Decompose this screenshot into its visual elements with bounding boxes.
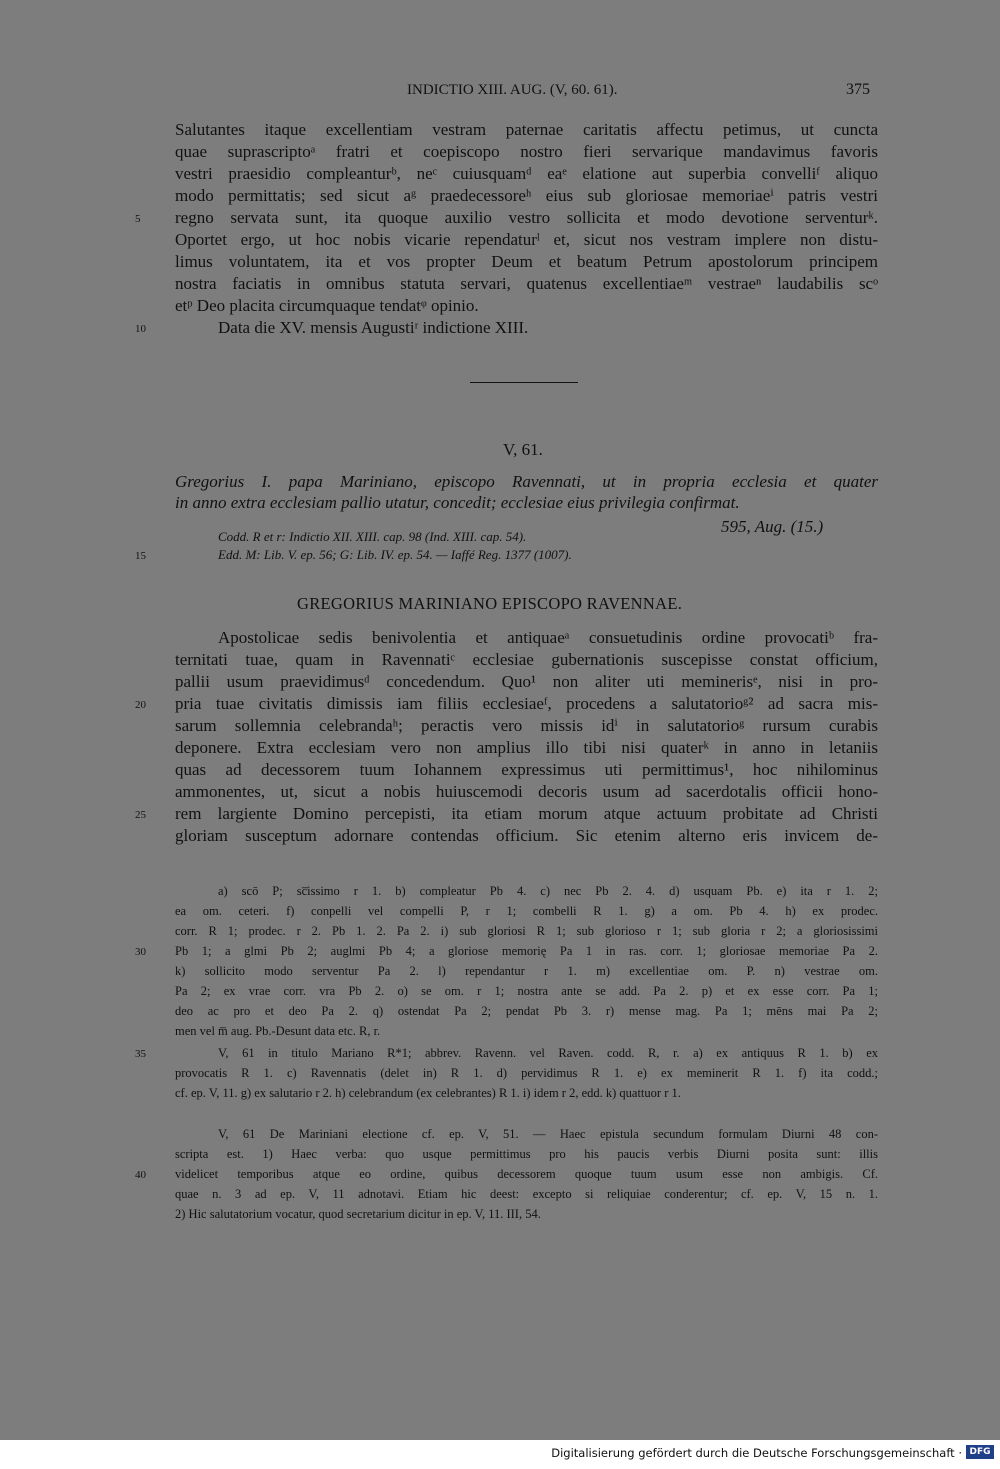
note-line: videlicet temporibus atque eo ordine, quibus decessorem quoque tuum usum esse non ambigis. Cf. <box>175 1167 878 1181</box>
apparatus-line: k) sollicito modo serventur Pa 2. l) rependantur r 1. m) excellentiae om. P. n) vestrae om. <box>175 964 878 978</box>
running-title: INDICTIO XIII. AUG. (V, 60. 61). <box>407 82 618 98</box>
dating-line: Data die XV. mensis Augustiʳ indictione XIII. <box>218 318 529 337</box>
text-line: pallii usum praevidimusᵈ concedendum. Quo¹ non aliter uti meminerisᵉ, nisi in pro- <box>175 672 878 691</box>
text-line: nostra faciatis in omnibus statuta servari, quatenus excellentiaeᵐ vestraeⁿ laudabilis scᵒ <box>175 274 878 293</box>
text-line: ternitati tuae, quam in Ravennatiᶜ ecclesiae gubernationis suscepisse constat officium, <box>175 650 878 669</box>
funding-credit: Digitalisierung gefördert durch die Deutsche Forschungsgemeinschaft · <box>551 1446 962 1460</box>
line-number: 20 <box>135 699 146 711</box>
text-line: quae suprascriptoᵃ fratri et coepiscopo nostro fieri servarique mandavimus favoris <box>175 142 878 161</box>
summary-line: Gregorius I. papa Mariniano, episcopo Ravennati, ut in propria ecclesia et quater <box>175 472 878 491</box>
note-line: 2) Hic salutatorium vocatur, quod secretarium dicitur in ep. V, 11. III, 54. <box>175 1207 541 1221</box>
text-line: etᵖ Deo placita circumquaque tendatᵠ opinio. <box>175 296 479 315</box>
letter-address: GREGORIUS MARINIANO EPISCOPO RAVENNAE. <box>297 594 683 613</box>
text-line: sarum sollemnia celebrandaʰ; peractis vero missis idⁱ in salutatorioᵍ rursum curabis <box>175 716 878 735</box>
line-number: 5 <box>135 213 141 225</box>
apparatus-line: ea om. ceteri. f) conpelli vel compelli P, r 1; combelli R 1. g) a om. Pb 4. h) ex prodec. <box>175 904 878 918</box>
codices-line: Codd. R et r: Indictio XII. XIII. cap. 98 (Ind. XIII. cap. 54). <box>218 529 527 544</box>
apparatus-line: deo ac pro et deo Pa 2. q) ostendat Pa 2; pendat Pb 3. r) mense mag. Pa 1; mēns mai Pa 2; <box>175 1004 878 1018</box>
page-number: 375 <box>846 81 870 98</box>
text-line: deponere. Extra ecclesiam vero non amplius illo tibi nisi quaterᵏ in anno in letaniis <box>175 738 878 757</box>
text-line: pria tuae civitatis dimissis iam filiis ecclesiaeᶠ, procedens a salutatorioᵍ² ad sacra mis- <box>175 694 878 713</box>
line-number: 10 <box>135 323 146 335</box>
line-number: 40 <box>135 1169 146 1181</box>
text-line: vestri praesidio compleanturᵇ, neᶜ cuiusquamᵈ eaᵉ elatione aut superbia convelliᶠ aliquo <box>175 164 878 183</box>
text-line: Oportet ergo, ut hoc nobis vicarie rependaturˡ et, sicut nos vestram implere non distu- <box>175 230 878 249</box>
note-line: scripta est. 1) Haec verba: quo usque permittimus pro his paucis verbis Diurni posita sunt: illis <box>175 1147 878 1161</box>
text-line: ammonentes, ut, sicut a nobis huiuscemodi decoris usum ad sacerdotalis officii hono- <box>175 782 878 801</box>
editions-line: Edd. M: Lib. V. ep. 56; G: Lib. IV. ep. 54. — Iaffé Reg. 1377 (1007). <box>218 547 572 562</box>
dfg-logo: DFG <box>966 1445 994 1459</box>
apparatus-line: corr. R 1; prodec. r 2. Pb 1. 2. Pa 2. i) sub gloriosi R 1; sub glorioso r 1; sub gloria r 2; a gloriosissimi <box>175 924 878 938</box>
apparatus-line: cf. ep. V, 11. g) ex salutario r 2. h) celebrandum (ex celebrantes) R 1. i) idem r 2, edd. k) quattuor r 1. <box>175 1086 681 1100</box>
note-line: V, 61 De Mariniani electione cf. ep. V, 51. — Haec epistula secundum formulam Diurni 48 con- <box>218 1127 878 1141</box>
apparatus-line: men vel m̅ aug. Pb.-Desunt data etc. R, r. <box>175 1024 381 1038</box>
line-number: 30 <box>135 946 146 958</box>
apparatus-line: Pb 1; a glmi Pb 2; auglmi Pb 4; a gloriose memorię Pa 1 in ras. corr. 1; gloriosae memoriae Pa 2. <box>175 944 878 958</box>
apparatus-line: V, 61 in titulo Mariano R*1; abbrev. Ravenn. vel Raven. codd. R, r. a) ex antiquus R 1. b) ex <box>218 1046 878 1060</box>
text-line: quas ad decessorem tuum Iohannem expressimus uti permittimus¹, hoc nihilominus <box>175 760 878 779</box>
apparatus-line: Pa 2; ex vrae corr. vra Pb 2. o) se om. r 1; nostra ante se add. Pa 2. p) et ex esse corr. Pa 1; <box>175 984 878 998</box>
letter-number: V, 61. <box>503 440 543 459</box>
text-line: Apostolicae sedis benivolentia et antiquaeᵃ consuetudinis ordine provocatiᵇ fra- <box>218 628 878 647</box>
summary-line: in anno extra ecclesiam pallio utatur, concedit; ecclesiae eius privilegia confirmat. <box>175 493 740 512</box>
section-divider <box>470 382 578 383</box>
line-number: 15 <box>135 550 146 562</box>
text-line: modo permittatis; sed sicut aᵍ praedecessoreʰ eius sub gloriosae memoriaeⁱ patris vestri <box>175 186 878 205</box>
text-line: gloriam susceptum adornare contendas officium. Sic etenim alterno eris invicem de- <box>175 826 878 845</box>
letter-date: 595, Aug. (15.) <box>721 517 824 536</box>
apparatus-line: provocatis R 1. c) Ravennatis (delet in) R 1. d) pervidimus R 1. e) ex meminerit R 1. f) ita codd.; <box>175 1066 878 1080</box>
text-line: limus voluntatem, ita et vos propter Deum et beatum Petrum apostolorum principem <box>175 252 878 271</box>
line-number: 35 <box>135 1048 146 1060</box>
note-line: quae n. 3 ad ep. V, 11 adnotavi. Etiam hic deest: excepto si reliquiae conderentur; cf. ep. V, 15 n. 1. <box>175 1187 878 1201</box>
text-line: rem largiente Domino percepisti, ita etiam morum atque actuum probitate ad Christi <box>175 804 878 823</box>
text-line: regno servata sunt, ita quoque auxilio vestro sollicita et modo devotione serventurᵏ. <box>175 208 878 227</box>
line-number: 25 <box>135 809 146 821</box>
apparatus-line: a) scō P; sc̅issimo r 1. b) compleatur Pb 4. c) nec Pb 2. 4. d) usquam Pb. e) ita r 1. 2; <box>218 884 878 898</box>
text-line: Salutantes itaque excellentiam vestram paternae caritatis affectu petimus, ut cuncta <box>175 120 878 139</box>
